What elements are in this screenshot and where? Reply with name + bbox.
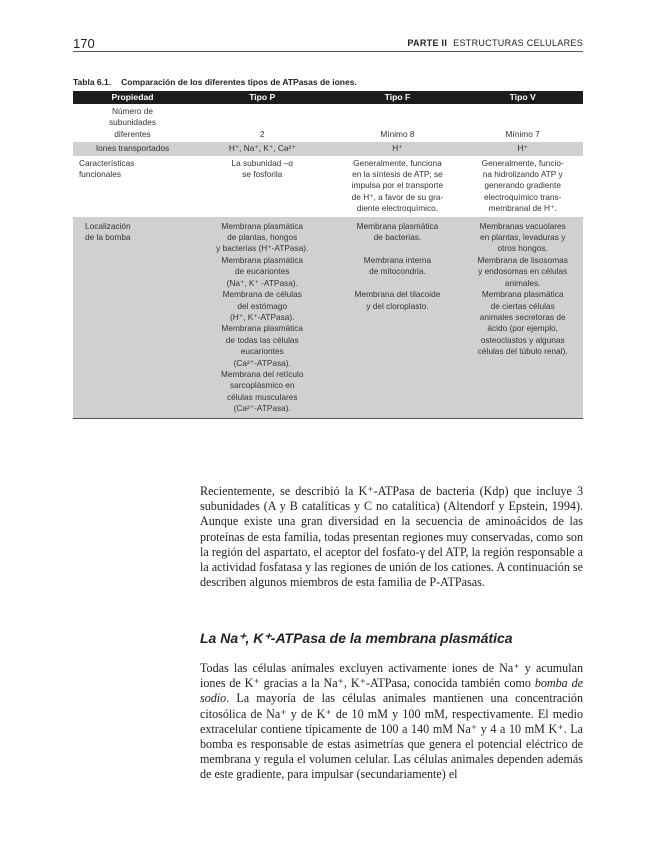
paragraph-text-start: Todas las células animales excluyen activamente iones de Na⁺ y acumulan iones de K⁺ gracias a la Na⁺, K⁺-ATPasa, conocida también como <box>200 661 583 691</box>
header-tipo-p: Tipo P <box>192 91 333 104</box>
table-row-features <box>73 156 583 217</box>
header-rule <box>73 51 583 52</box>
atpase-table <box>73 91 583 419</box>
table-cell: Iones transportados <box>73 142 192 155</box>
header-tipo-f: Tipo F <box>333 91 463 104</box>
header-tipo-v: Tipo V <box>462 91 583 104</box>
table-cell: Membranas vacuolares en plantas, levaduras y otros hongos. Membrana de lisosomas y endosomas en células animales. Membrana plasmática de ciertas células animales secretoras de ácido (por ejemplo, osteoclastos y algunas células del túbulo renal). <box>462 217 583 418</box>
table-cell: Número de subunidades diferentes <box>108 106 157 139</box>
table-cell: H⁺, Na⁺, K⁺, Ca²⁺ <box>192 142 333 155</box>
table-cell: Membrana plasmática de bacterias. Membrana interna de mitocondria. Membrana del tilacoide y del cloroplasto. <box>333 217 463 418</box>
table-row-location <box>73 217 583 418</box>
table-cell: Generalmente, funciona en la síntesis de ATP; se impulsa por el transporte de H⁺, a favor de su gra- diente electroquímico. <box>351 157 444 214</box>
table-title: Comparación de los diferentes tipos de ATPasas de iones. <box>121 77 357 87</box>
body-paragraph-kdp: Recientemente, se describió la K⁺-ATPasa de bacteria (Kdp) que incluye 3 subunidades (A y B catalíticas y C no catalítica) (Altendorf y Epstein, 1994). Aunque existe una gran diversidad en la secuencia de aminoácidos de las proteínas de esta familia, todas presentan regiones muy conservadas, como son la región del aspartato, el aceptor del fosfato-γ del ATP, la región responsable a la actividad fosfatasa y las regiones de unión de los cationes. A continuación se describen algunos miembros de esta familia de P-ATPasas. <box>200 484 583 590</box>
emphasis-term: bomba de sodio <box>200 676 583 706</box>
table-cell: Mínimo 8 <box>380 128 415 139</box>
body-paragraph-na-k <box>200 661 583 783</box>
running-head <box>407 38 583 48</box>
table-row-subunits <box>73 104 583 142</box>
table-header-row <box>73 91 583 104</box>
part-label: PARTE II <box>407 38 448 48</box>
table-row-ions <box>73 142 583 155</box>
table-cell: La subunidad –α se fosforila <box>231 157 294 180</box>
table-cell: H⁺ <box>462 142 583 155</box>
paragraph-text-end: . La mayoría de las células animales mantienen una concentración citosólica de Na⁺ y de K⁺ de 10 mM y 100 mM, respectivamente. El medio extracelular contiene típicamente de 100 a 140 mM Na⁺ y 4 a 10 mM K⁺. La bomba es responsable de estas asimetrías que genera el potencial eléctrico de membrana y regula el volumen celular. Las células animales dependen además de este gradiente, para impulsar (secundariamente) el <box>200 691 583 782</box>
page-header <box>73 36 583 52</box>
table-cell: H⁺ <box>333 142 463 155</box>
table-cell: Mínimo 7 <box>505 128 540 139</box>
table-cell: Localización de la bomba <box>73 217 192 418</box>
part-title: ESTRUCTURAS CELULARES <box>453 38 583 48</box>
table-cell: 2 <box>259 128 265 139</box>
table-caption <box>73 77 357 87</box>
section-heading: La Na⁺, K⁺-ATPasa de la membrana plasmática <box>200 630 513 646</box>
table-cell: Membrana plasmática de plantas, hongos y bacterias (H⁺-ATPasa). Membrana plasmática de eucariontes (Na⁺, K⁺ -ATPasa). Membrana de células del estómago (H⁺, K⁺-ATPasa). Membrana plasmática de todas las células eucariontes (Ca²⁺-ATPasa). Membrana del retículo sarcoplásmico en células musculares (Ca²⁺-ATPasa). <box>192 217 333 418</box>
table-label: Tabla 6.1. <box>73 77 112 87</box>
table-cell: Generalmente, funcio- na hidrolizando ATP y generando gradiente electroquímico trans- membranal de H⁺. <box>481 157 564 214</box>
table-cell: Características funcionales <box>79 157 135 180</box>
page-number: 170 <box>73 36 95 51</box>
header-propiedad: Propiedad <box>73 91 192 104</box>
